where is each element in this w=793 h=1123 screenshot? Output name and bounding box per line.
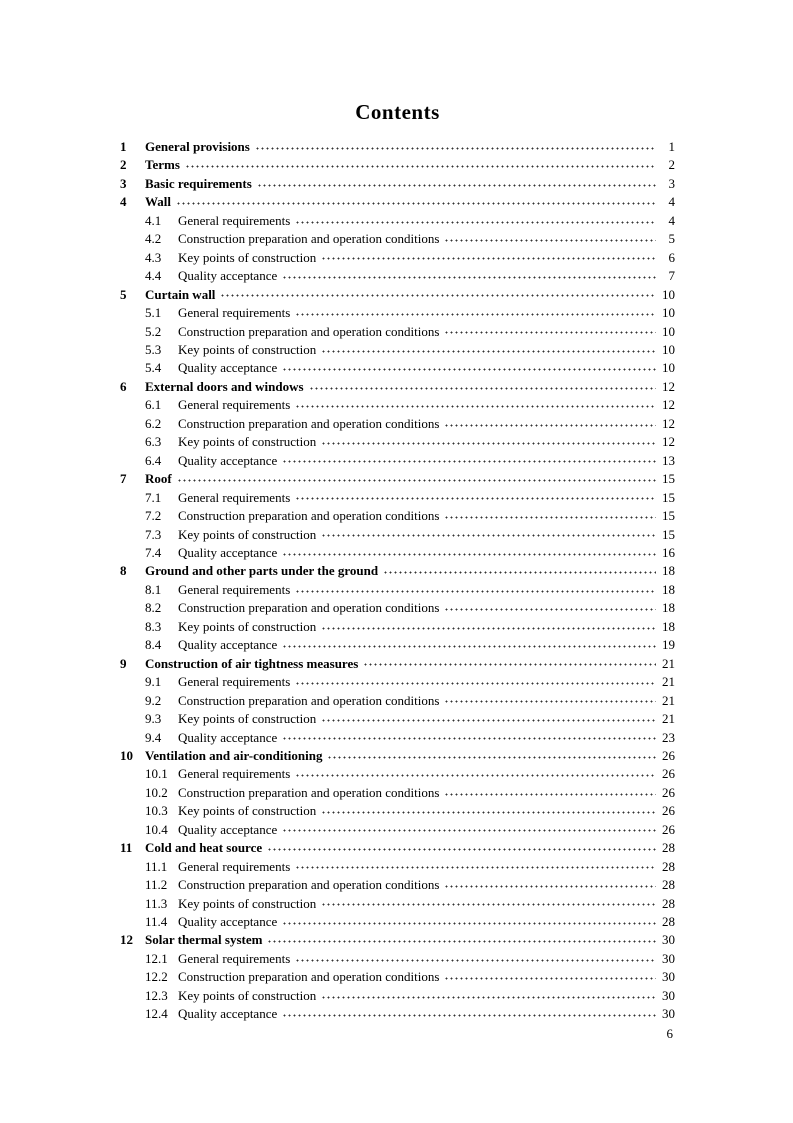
dot-leader xyxy=(327,756,656,759)
toc-row xyxy=(120,452,675,470)
toc-entry-page: 4 xyxy=(668,212,675,228)
toc-entry-label: Construction preparation and operation conditions xyxy=(178,323,440,339)
toc-entry-number: 8 xyxy=(120,563,127,579)
toc-entry-number: 12 xyxy=(120,932,133,948)
toc-entry-number: 8.2 xyxy=(145,600,162,616)
toc-entry-number: 5.4 xyxy=(145,360,162,376)
toc-entry-number: 10 xyxy=(120,747,133,763)
toc-row xyxy=(120,950,675,968)
toc-entry-label: Ground and other parts under the ground xyxy=(145,563,379,579)
toc-entry-page: 2 xyxy=(668,157,675,173)
toc-entry-page: 21 xyxy=(662,711,675,727)
toc-entry-label: Solar thermal system xyxy=(145,932,263,948)
dot-leader xyxy=(321,534,656,537)
dot-leader xyxy=(282,368,656,371)
toc-entry-number: 3 xyxy=(120,175,127,191)
toc-entry-page: 12 xyxy=(662,415,675,431)
toc-entry-label: Quality acceptance xyxy=(178,729,278,745)
toc-entry-label: Quality acceptance xyxy=(178,452,278,468)
dot-leader xyxy=(321,903,656,906)
toc-row xyxy=(120,359,675,377)
toc-row xyxy=(120,655,675,673)
dot-leader xyxy=(444,424,656,427)
toc-entry-label: External doors and windows xyxy=(145,378,304,394)
dot-leader xyxy=(282,276,656,279)
toc-entry-number: 5.1 xyxy=(145,305,162,321)
toc-entry-number: 7.3 xyxy=(145,526,162,542)
toc-entry-page: 12 xyxy=(662,378,675,394)
dot-leader xyxy=(321,811,656,814)
toc-entry-number: 7 xyxy=(120,471,127,487)
toc-row xyxy=(120,433,675,451)
dot-leader xyxy=(444,977,656,980)
dot-leader xyxy=(444,516,656,519)
toc-entry-page: 26 xyxy=(662,821,675,837)
toc-row xyxy=(120,175,675,193)
toc-entry-label: Construction preparation and operation conditions xyxy=(178,231,440,247)
toc-row xyxy=(120,673,675,691)
dot-leader xyxy=(383,571,656,574)
toc-entry-label: Construction preparation and operation conditions xyxy=(178,508,440,524)
toc-entry-number: 1 xyxy=(120,139,127,154)
dot-leader xyxy=(267,848,656,851)
toc-entry-number: 10.3 xyxy=(145,803,168,819)
toc-entry-page: 10 xyxy=(662,286,675,302)
toc-row xyxy=(120,747,675,765)
toc-entry-page: 30 xyxy=(662,932,675,948)
page-number: 6 xyxy=(666,1026,673,1041)
toc-entry-label: Key points of construction xyxy=(178,803,317,819)
toc-row xyxy=(120,821,675,839)
toc-entry-number: 6.4 xyxy=(145,452,162,468)
dot-leader xyxy=(321,442,656,445)
toc-row xyxy=(120,968,675,986)
toc-row xyxy=(120,931,675,949)
toc-row xyxy=(120,618,675,636)
toc-entry-label: Curtain wall xyxy=(145,286,216,302)
toc-row xyxy=(120,692,675,710)
toc-entry-label: Key points of construction xyxy=(178,526,317,542)
toc-entry-number: 9.3 xyxy=(145,711,162,727)
toc-entry-number: 4 xyxy=(120,194,127,210)
toc-row xyxy=(120,1005,675,1023)
toc-entry-number: 4.2 xyxy=(145,231,162,247)
toc-entry-number: 5.3 xyxy=(145,341,162,357)
toc-entry-page: 12 xyxy=(662,434,675,450)
toc-entry-label: Quality acceptance xyxy=(178,544,278,560)
dot-leader xyxy=(321,627,656,630)
toc-row xyxy=(120,784,675,802)
toc-entry-page: 23 xyxy=(662,729,675,745)
dot-leader xyxy=(321,350,656,353)
toc-entry-page: 10 xyxy=(662,323,675,339)
toc-entry-page: 5 xyxy=(668,231,675,247)
toc-entry-number: 6 xyxy=(120,378,127,394)
toc-entry-label: Construction preparation and operation conditions xyxy=(178,877,440,893)
toc-entry-page: 28 xyxy=(662,895,675,911)
toc-entry-page: 12 xyxy=(662,397,675,413)
toc-row xyxy=(120,765,675,783)
dot-leader xyxy=(295,866,656,869)
toc-entry-label: General requirements xyxy=(178,950,291,966)
toc-entry-label: Quality acceptance xyxy=(178,914,278,930)
toc-entry-label: Quality acceptance xyxy=(178,268,278,284)
dot-leader xyxy=(220,294,656,297)
dot-leader xyxy=(321,719,656,722)
toc-entry-page: 10 xyxy=(662,305,675,321)
toc-entry-page: 1 xyxy=(668,139,675,154)
toc-entry-number: 9 xyxy=(120,655,127,671)
dot-leader xyxy=(444,700,656,703)
toc-entry-label: Construction of air tightness measures xyxy=(145,655,359,671)
toc-entry-number: 4.3 xyxy=(145,249,162,265)
toc-entry-page: 15 xyxy=(662,471,675,487)
toc-entry-label: General requirements xyxy=(178,305,291,321)
toc-entry-page: 30 xyxy=(662,950,675,966)
toc-row xyxy=(120,710,675,728)
toc-row xyxy=(120,249,675,267)
dot-leader xyxy=(282,737,656,740)
dot-leader xyxy=(282,553,656,556)
toc-entry-label: Quality acceptance xyxy=(178,821,278,837)
toc-entry-page: 10 xyxy=(662,360,675,376)
toc-entry-page: 28 xyxy=(662,877,675,893)
dot-leader xyxy=(295,774,656,777)
toc-entry-label: General requirements xyxy=(178,858,291,874)
toc-entry-page: 30 xyxy=(662,987,675,1003)
toc-entry-number: 12.2 xyxy=(145,969,168,985)
toc-entry-number: 4.4 xyxy=(145,268,162,284)
dot-leader xyxy=(282,1014,656,1017)
toc-entry-label: Construction preparation and operation conditions xyxy=(178,600,440,616)
toc-entry-label: Construction preparation and operation conditions xyxy=(178,784,440,800)
toc-entry-page: 4 xyxy=(668,194,675,210)
toc-row xyxy=(120,396,675,414)
toc-row xyxy=(120,526,675,544)
toc-entry-label: Wall xyxy=(145,194,172,210)
toc-entry-number: 5 xyxy=(120,286,127,302)
toc-entry-label: Key points of construction xyxy=(178,987,317,1003)
toc-entry-number: 6.3 xyxy=(145,434,162,450)
toc-row xyxy=(120,212,675,230)
dot-leader xyxy=(321,996,656,999)
toc-row xyxy=(120,544,675,562)
toc-entry-label: Terms xyxy=(145,157,180,173)
toc-row xyxy=(120,341,675,359)
toc-entry-label: Roof xyxy=(145,471,172,487)
toc-row xyxy=(120,876,675,894)
toc-entry-label: General requirements xyxy=(178,581,291,597)
toc-entry-number: 8.4 xyxy=(145,637,162,653)
toc-entry-label: Key points of construction xyxy=(178,249,317,265)
toc-entry-number: 7.4 xyxy=(145,544,162,560)
toc-row xyxy=(120,802,675,820)
toc-entry-label: Construction preparation and operation conditions xyxy=(178,415,440,431)
toc-entry-label: Key points of construction xyxy=(178,341,317,357)
toc-entry-number: 12.1 xyxy=(145,950,168,966)
toc-entry-number: 9.2 xyxy=(145,692,162,708)
toc-row xyxy=(120,858,675,876)
dot-leader xyxy=(295,313,656,316)
toc-row xyxy=(120,286,675,304)
toc-entry-page: 18 xyxy=(662,563,675,579)
toc-entry-number: 10.4 xyxy=(145,821,168,837)
toc-row xyxy=(120,267,675,285)
dot-leader xyxy=(295,590,656,593)
toc-entry-number: 11.4 xyxy=(145,914,168,930)
toc-entry-page: 16 xyxy=(662,544,675,560)
toc-entry-number: 11.3 xyxy=(145,895,168,911)
toc-entry-number: 12.4 xyxy=(145,1006,168,1022)
toc-row xyxy=(120,138,675,156)
toc-list xyxy=(120,138,675,1024)
dot-leader xyxy=(282,460,656,463)
dot-leader xyxy=(295,682,656,685)
toc-entry-page: 26 xyxy=(662,803,675,819)
toc-entry-number: 9.4 xyxy=(145,729,162,745)
dot-leader xyxy=(444,239,656,242)
toc-row xyxy=(120,323,675,341)
toc-entry-page: 15 xyxy=(662,508,675,524)
toc-entry-label: General provisions xyxy=(145,139,250,154)
dot-leader xyxy=(309,387,656,390)
dot-leader xyxy=(257,184,656,187)
toc-row xyxy=(120,193,675,211)
toc-entry-page: 21 xyxy=(662,692,675,708)
toc-entry-number: 2 xyxy=(120,157,127,173)
toc-row xyxy=(120,636,675,654)
toc-row xyxy=(120,378,675,396)
dot-leader xyxy=(282,829,656,832)
dot-leader xyxy=(176,202,656,205)
toc-row xyxy=(120,230,675,248)
toc-entry-page: 7 xyxy=(668,268,675,284)
toc-entry-page: 21 xyxy=(662,674,675,690)
toc-entry-number: 8.1 xyxy=(145,581,162,597)
toc-entry-page: 28 xyxy=(662,914,675,930)
toc-entry-number: 5.2 xyxy=(145,323,162,339)
toc-entry-number: 11 xyxy=(120,840,133,856)
toc-row xyxy=(120,156,675,174)
dot-leader xyxy=(282,645,656,648)
toc-entry-page: 19 xyxy=(662,637,675,653)
toc-entry-page: 18 xyxy=(662,581,675,597)
toc-row xyxy=(120,581,675,599)
toc-entry-number: 6.1 xyxy=(145,397,162,413)
toc-entry-label: General requirements xyxy=(178,674,291,690)
toc-entry-page: 21 xyxy=(662,655,675,671)
toc-row xyxy=(120,415,675,433)
toc-entry-page: 26 xyxy=(662,766,675,782)
dot-leader xyxy=(177,479,656,482)
toc-entry-label: Construction preparation and operation conditions xyxy=(178,969,440,985)
toc-entry-label: Key points of construction xyxy=(178,711,317,727)
toc-entry-label: Ventilation and air-conditioning xyxy=(145,747,323,763)
dot-leader xyxy=(444,331,656,334)
dot-leader xyxy=(267,940,656,943)
dot-leader xyxy=(295,221,656,224)
toc-entry-label: General requirements xyxy=(178,766,291,782)
toc-entry-number: 6.2 xyxy=(145,415,162,431)
toc-entry-page: 15 xyxy=(662,489,675,505)
toc-entry-label: General requirements xyxy=(178,397,291,413)
toc-content xyxy=(120,100,675,1024)
toc-entry-page: 30 xyxy=(662,969,675,985)
dot-leader xyxy=(295,405,656,408)
dot-leader xyxy=(444,793,656,796)
toc-entry-number: 7.1 xyxy=(145,489,162,505)
toc-entry-number: 10.2 xyxy=(145,784,168,800)
toc-entry-number: 10.1 xyxy=(145,766,168,782)
toc-entry-number: 7.2 xyxy=(145,508,162,524)
toc-row xyxy=(120,729,675,747)
dot-leader xyxy=(444,885,656,888)
toc-row xyxy=(120,562,675,580)
toc-row xyxy=(120,489,675,507)
toc-entry-label: General requirements xyxy=(178,489,291,505)
toc-entry-label: Quality acceptance xyxy=(178,360,278,376)
toc-entry-label: Quality acceptance xyxy=(178,637,278,653)
toc-entry-page: 6 xyxy=(668,249,675,265)
toc-entry-number: 12.3 xyxy=(145,987,168,1003)
dot-leader xyxy=(295,959,656,962)
toc-row xyxy=(120,599,675,617)
dot-leader xyxy=(282,922,656,925)
toc-entry-label: Key points of construction xyxy=(178,895,317,911)
toc-row xyxy=(120,470,675,488)
toc-row xyxy=(120,913,675,931)
toc-entry-number: 8.3 xyxy=(145,618,162,634)
toc-entry-label: Cold and heat source xyxy=(145,840,263,856)
toc-entry-label: Quality acceptance xyxy=(178,1006,278,1022)
toc-entry-page: 10 xyxy=(662,341,675,357)
toc-entry-page: 26 xyxy=(662,747,675,763)
toc-row xyxy=(120,839,675,857)
toc-entry-number: 11.2 xyxy=(145,877,168,893)
toc-entry-label: Key points of construction xyxy=(178,434,317,450)
toc-entry-label: Basic requirements xyxy=(145,175,252,191)
toc-entry-page: 28 xyxy=(662,858,675,874)
toc-entry-page: 3 xyxy=(668,175,675,191)
toc-entry-number: 4.1 xyxy=(145,212,162,228)
toc-row xyxy=(120,507,675,525)
toc-entry-page: 18 xyxy=(662,618,675,634)
toc-entry-page: 15 xyxy=(662,526,675,542)
dot-leader xyxy=(444,608,656,611)
toc-entry-page: 26 xyxy=(662,784,675,800)
toc-entry-label: Construction preparation and operation conditions xyxy=(178,692,440,708)
dot-leader xyxy=(185,165,656,168)
toc-entry-page: 18 xyxy=(662,600,675,616)
dot-leader xyxy=(321,257,656,260)
page-title: Contents xyxy=(355,100,440,124)
toc-row xyxy=(120,304,675,322)
dot-leader xyxy=(295,497,656,500)
toc-entry-number: 11.1 xyxy=(145,858,168,874)
toc-row xyxy=(120,987,675,1005)
toc-entry-number: 9.1 xyxy=(145,674,162,690)
toc-entry-page: 28 xyxy=(662,840,675,856)
dot-leader xyxy=(363,663,656,666)
toc-entry-label: General requirements xyxy=(178,212,291,228)
toc-entry-label: Key points of construction xyxy=(178,618,317,634)
toc-row xyxy=(120,895,675,913)
dot-leader xyxy=(255,147,656,150)
toc-entry-page: 13 xyxy=(662,452,675,468)
toc-entry-page: 30 xyxy=(662,1006,675,1022)
